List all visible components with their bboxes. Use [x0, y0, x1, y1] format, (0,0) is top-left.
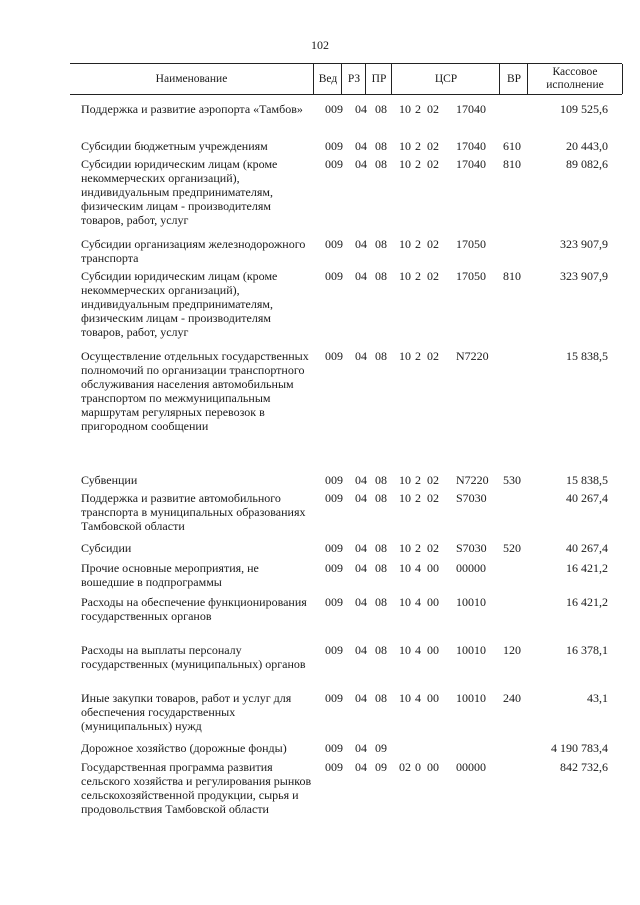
row-pr: 08 — [375, 237, 387, 251]
row-vr: 120 — [503, 643, 521, 657]
row-name: Субсидии юридическим лицам (кроме некоммерческих организаций), индивидуальным предпринимателям, физическим лицам - производителям товаров, работ, услуг — [81, 269, 278, 339]
row-name: Иные закупки товаров, работ и услуг для обеспечения государственных (муниципальных) нужд — [81, 691, 292, 733]
row-rz: 04 — [355, 643, 367, 657]
row-ved: 009 — [325, 561, 343, 575]
row-pr: 08 — [375, 691, 387, 705]
row-csr-subprogram: 2 — [415, 102, 421, 116]
header-vr: ВР — [499, 64, 528, 94]
row-csr-direction: N7220 — [456, 349, 489, 363]
row-ved: 009 — [325, 741, 343, 755]
row-rz: 04 — [355, 691, 367, 705]
row-csr-direction: 10010 — [456, 595, 486, 609]
row-pr: 08 — [375, 643, 387, 657]
row-rz: 04 — [355, 760, 367, 774]
row-amount: 842 732,6 — [560, 760, 608, 774]
row-rz: 04 — [355, 741, 367, 755]
row-csr-program: 10 — [399, 473, 411, 487]
row-vr: 610 — [503, 139, 521, 153]
row-csr-main-event: 02 — [427, 269, 439, 283]
row-csr-subprogram: 4 — [415, 595, 421, 609]
row-name: Поддержка и развитие автомобильного транспорта в муниципальных образованиях Тамбовской области — [81, 491, 306, 533]
row-pr: 08 — [375, 349, 387, 363]
row-rz: 04 — [355, 269, 367, 283]
row-rz: 04 — [355, 473, 367, 487]
row-name: Субсидии юридическим лицам (кроме некоммерческих организаций), индивидуальным предпринимателям, физическим лицам - производителям товаров, работ, услуг — [81, 157, 278, 227]
row-rz: 04 — [355, 491, 367, 505]
row-ved: 009 — [325, 541, 343, 555]
row-csr-subprogram: 2 — [415, 269, 421, 283]
header-pr: ПР — [365, 64, 392, 94]
row-csr-main-event: 00 — [427, 643, 439, 657]
row-amount: 15 838,5 — [566, 349, 608, 363]
row-csr-direction: S7030 — [456, 491, 487, 505]
row-csr-subprogram: 0 — [415, 760, 421, 774]
row-csr-program: 10 — [399, 157, 411, 171]
row-csr-direction: 00000 — [456, 760, 486, 774]
row-amount: 89 082,6 — [566, 157, 608, 171]
row-vr: 520 — [503, 541, 521, 555]
row-csr-subprogram: 4 — [415, 643, 421, 657]
row-csr-main-event: 02 — [427, 541, 439, 555]
row-pr: 08 — [375, 102, 387, 116]
row-amount: 323 907,9 — [560, 269, 608, 283]
row-name: Осуществление отдельных государственных полномочий по организации транспортного обслуживания населения автомобильным транспортом по межмуниципальным маршрутам регулярных перевозок в пригородном сообщении — [81, 349, 309, 433]
row-rz: 04 — [355, 237, 367, 251]
row-amount: 109 525,6 — [560, 102, 608, 116]
row-vr: 240 — [503, 691, 521, 705]
row-ved: 009 — [325, 157, 343, 171]
row-amount: 43,1 — [587, 691, 608, 705]
row-csr-subprogram: 2 — [415, 491, 421, 505]
row-csr-main-event: 00 — [427, 595, 439, 609]
row-vr: 810 — [503, 269, 521, 283]
row-ved: 009 — [325, 139, 343, 153]
row-ved: 009 — [325, 643, 343, 657]
row-vr: 810 — [503, 157, 521, 171]
row-csr-subprogram: 4 — [415, 691, 421, 705]
row-pr: 08 — [375, 491, 387, 505]
row-rz: 04 — [355, 595, 367, 609]
row-csr-program: 10 — [399, 349, 411, 363]
row-pr: 08 — [375, 561, 387, 575]
header-rz: РЗ — [341, 64, 366, 94]
row-csr-direction: 17040 — [456, 102, 486, 116]
row-ved: 009 — [325, 237, 343, 251]
row-ved: 009 — [325, 349, 343, 363]
row-csr-direction: S7030 — [456, 541, 487, 555]
row-csr-main-event: 02 — [427, 491, 439, 505]
row-csr-subprogram: 4 — [415, 561, 421, 575]
header-name: Наименование — [155, 73, 228, 85]
row-rz: 04 — [355, 541, 367, 555]
row-csr-program: 10 — [399, 561, 411, 575]
row-name: Прочие основные мероприятия, не вошедшие в подпрограммы — [81, 561, 259, 589]
row-name: Государственная программа развития сельского хозяйства и регулирования рынков сельскохозяйственной продукции, сырья и продовольствия Тамбовской области — [81, 760, 312, 816]
row-name: Субсидии бюджетным учреждениям — [81, 139, 268, 153]
row-name: Субсидии — [81, 541, 132, 555]
row-rz: 04 — [355, 139, 367, 153]
row-amount: 20 443,0 — [566, 139, 608, 153]
row-csr-direction: 10010 — [456, 643, 486, 657]
row-pr: 09 — [375, 741, 387, 755]
row-name: Дорожное хозяйство (дорожные фонды) — [81, 741, 287, 755]
row-csr-subprogram: 2 — [415, 157, 421, 171]
row-csr-direction: 17050 — [456, 269, 486, 283]
row-csr-program: 02 — [399, 760, 411, 774]
row-ved: 009 — [325, 102, 343, 116]
row-csr-main-event: 02 — [427, 157, 439, 171]
row-ved: 009 — [325, 595, 343, 609]
row-amount: 40 267,4 — [566, 491, 608, 505]
header-exec-line2: исполнение — [546, 79, 604, 91]
row-name: Расходы на обеспечение функционирования государственных органов — [81, 595, 307, 623]
row-csr-program: 10 — [399, 541, 411, 555]
row-csr-subprogram: 2 — [415, 349, 421, 363]
row-rz: 04 — [355, 157, 367, 171]
row-csr-direction: 17040 — [456, 157, 486, 171]
row-pr: 08 — [375, 473, 387, 487]
row-csr-program: 10 — [399, 491, 411, 505]
row-ved: 009 — [325, 691, 343, 705]
row-amount: 323 907,9 — [560, 237, 608, 251]
row-name: Субвенции — [81, 473, 138, 487]
header-exec-line1: Кассовое — [552, 66, 598, 78]
row-csr-direction: 00000 — [456, 561, 486, 575]
row-csr-direction: N7220 — [456, 473, 489, 487]
row-pr: 08 — [375, 157, 387, 171]
row-csr-main-event: 02 — [427, 237, 439, 251]
row-csr-main-event: 00 — [427, 561, 439, 575]
row-csr-program: 10 — [399, 643, 411, 657]
row-csr-program: 10 — [399, 595, 411, 609]
page-number: 102 — [311, 38, 329, 52]
row-amount: 4 190 783,4 — [551, 741, 608, 755]
row-name: Поддержка и развитие аэропорта «Тамбов» — [81, 102, 303, 116]
row-amount: 40 267,4 — [566, 541, 608, 555]
row-csr-direction: 10010 — [456, 691, 486, 705]
row-csr-main-event: 00 — [427, 691, 439, 705]
row-name: Субсидии организациям железнодорожного транспорта — [81, 237, 306, 265]
row-pr: 08 — [375, 595, 387, 609]
row-csr-program: 10 — [399, 269, 411, 283]
row-csr-subprogram: 2 — [415, 237, 421, 251]
row-rz: 04 — [355, 102, 367, 116]
row-csr-main-event: 02 — [427, 102, 439, 116]
row-csr-subprogram: 2 — [415, 139, 421, 153]
row-csr-program: 10 — [399, 691, 411, 705]
row-amount: 16 421,2 — [566, 595, 608, 609]
row-rz: 04 — [355, 561, 367, 575]
row-csr-subprogram: 2 — [415, 473, 421, 487]
row-amount: 15 838,5 — [566, 473, 608, 487]
row-pr: 08 — [375, 139, 387, 153]
row-amount: 16 421,2 — [566, 561, 608, 575]
row-vr: 530 — [503, 473, 521, 487]
row-csr-direction: 17050 — [456, 237, 486, 251]
row-csr-main-event: 02 — [427, 349, 439, 363]
row-ved: 009 — [325, 473, 343, 487]
row-csr-main-event: 00 — [427, 760, 439, 774]
header-csr: ЦСР — [391, 64, 500, 94]
row-csr-main-event: 02 — [427, 139, 439, 153]
row-ved: 009 — [325, 760, 343, 774]
row-csr-main-event: 02 — [427, 473, 439, 487]
row-csr-subprogram: 2 — [415, 541, 421, 555]
row-amount: 16 378,1 — [566, 643, 608, 657]
row-pr: 09 — [375, 760, 387, 774]
header-cash-execution — [527, 64, 623, 94]
row-name: Расходы на выплаты персоналу государственных (муниципальных) органов — [81, 643, 306, 671]
row-pr: 08 — [375, 541, 387, 555]
row-csr-program: 10 — [399, 139, 411, 153]
header-ved: Вед — [313, 64, 342, 94]
row-ved: 009 — [325, 269, 343, 283]
row-csr-program: 10 — [399, 102, 411, 116]
row-csr-direction: 17040 — [456, 139, 486, 153]
row-pr: 08 — [375, 269, 387, 283]
row-ved: 009 — [325, 491, 343, 505]
table-header — [70, 63, 622, 95]
row-rz: 04 — [355, 349, 367, 363]
row-csr-program: 10 — [399, 237, 411, 251]
